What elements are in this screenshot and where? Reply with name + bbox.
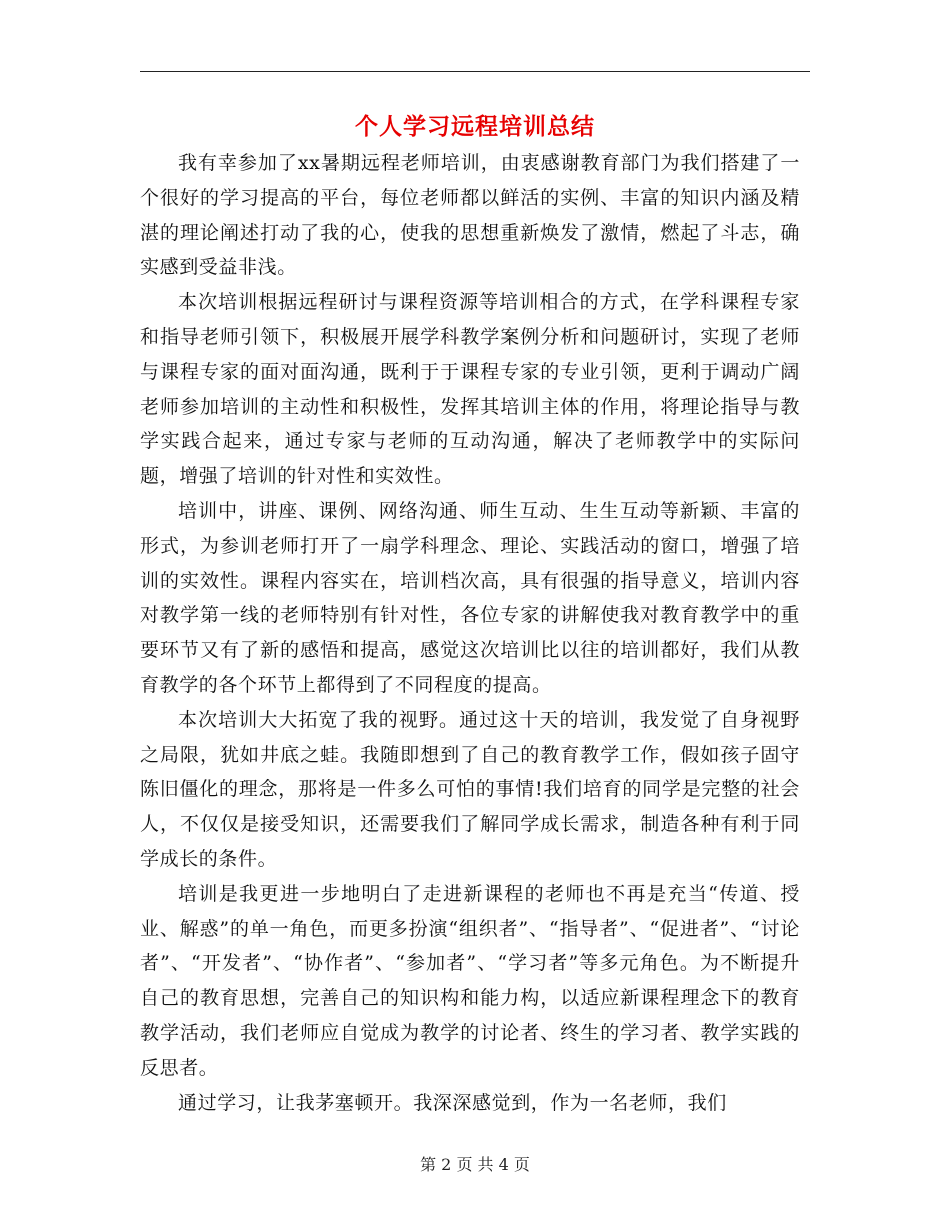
paragraph-2: 本次培训根据远程研讨与课程资源等培训相合的方式，在学科课程专家和指导老师引领下，积极展开展学科教学案例分析和问题研讨，实现了老师与课程专家的面对面沟通，既利于于课程专家的专业引领，更利于调动广阔老师参加培训的主动性和积极性，发挥其培训主体的作用，将理论指导与教学实践合起来，通过专家与老师的互动沟通，解决了老师教学中的实际问题，增强了培训的针对性和实效性。 [140,291,800,488]
document-title: 个人学习远程培训总结 [355,113,595,140]
document-body [140,146,800,1120]
header-rule [140,71,810,72]
paragraph-3: 培训中，讲座、课例、网络沟通、师生互动、生生互动等新颖、丰富的形式，为参训老师打开了一扇学科理念、理论、实践活动的窗口，增强了培训的实效性。课程内容实在，培训档次高，具有很强的指导意义，培训内容对教学第一线的老师特别有针对性，各位专家的讲解使我对教育教学中的重要环节又有了新的感悟和提高，感觉这次培训比以往的培训都好，我们从教育教学的各个环节上都得到了不同程度的提高。 [140,499,800,696]
paragraph-5: 培训是我更进一步地明白了走进新课程的老师也不再是充当“传道、授业、解惑”的单一角色，而更多扮演“组织者”、“指导者”、“促进者”、“讨论者”、“开发者”、“协作者”、“参加者”、“学习者”等多元角色。为不断提升自己的教育思想，完善自己的知识构和能力构，以适应新课程理念下的教育教学活动，我们老师应自觉成为教学的讨论者、终生的学习者、教学实践的反思者。 [140,882,800,1079]
paragraph-6: 通过学习，让我茅塞顿开。我深深感觉到，作为一名老师，我们 [178,1091,727,1114]
page-footer [140,1152,810,1175]
paragraph-1: 我有幸参加了xx暑期远程老师培训，由衷感谢教育部门为我们搭建了一个很好的学习提高的平台，每位老师都以鲜活的实例、丰富的知识内涵及精湛的理论阐述打动了我的心，使我的思想重新焕发了激情，燃起了斗志，确实感到受益非浅。 [140,152,800,279]
page-number-label: 第 2 页 共 4 页 [420,1155,530,1174]
paragraph-4: 本次培训大大拓宽了我的视野。通过这十天的培训，我发觉了自身视野之局限，犹如井底之蛙。我随即想到了自己的教育教学工作，假如孩子固守陈旧僵化的理念，那将是一件多么可怕的事情!我们培育的同学是完整的社会人，不仅仅是接受知识，还需要我们了解同学成长需求，制造各种有利于同学成长的条件。 [140,708,800,870]
